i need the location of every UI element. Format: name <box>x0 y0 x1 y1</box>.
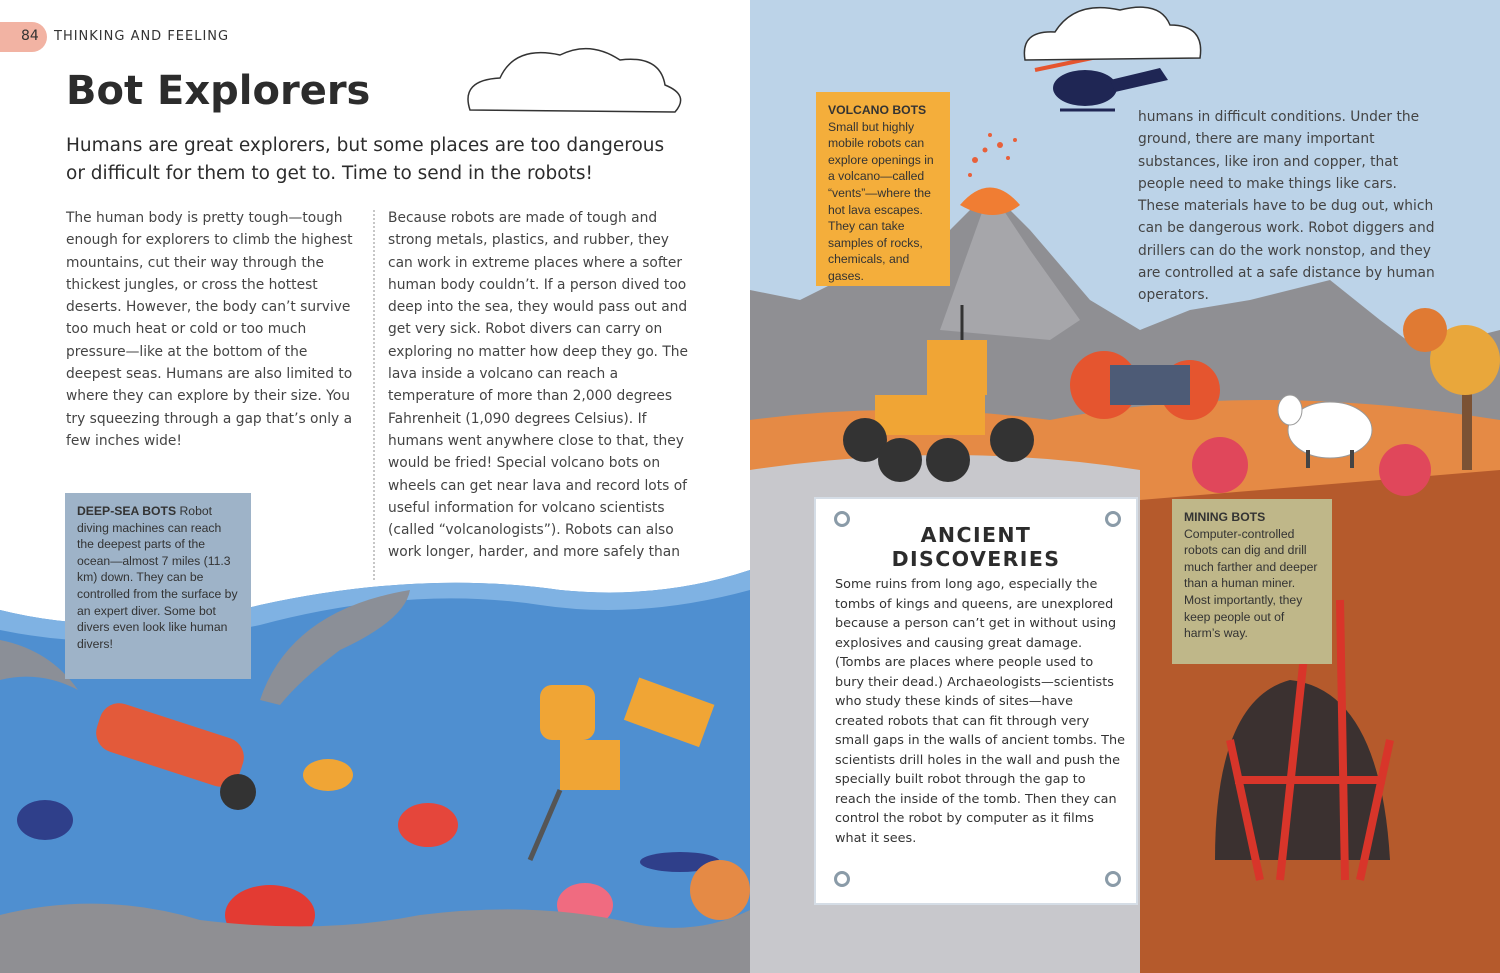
volcano-heading: VOLCANO BOTS <box>828 103 927 117</box>
rivet-icon <box>1105 871 1121 887</box>
column-divider <box>373 210 375 580</box>
deep-sea-text: Robot diving machines can reach the deepest parts of the ocean—almost 7 miles (11.3 km) down. They can be controlled from the surface by an expert diver. Some bot divers even look like human divers! <box>77 504 238 651</box>
mining-heading: MINING BOTS <box>1184 510 1266 524</box>
rivet-icon <box>834 871 850 887</box>
intro-text: Humans are great explorers, but some places are too dangerous or difficult for them to get to. Time to send in the robots! <box>66 135 665 184</box>
mining-text: Computer-controlled robots can dig and drill much farther and deeper than a human miner. Most importantly, they keep people out of harm’s way. <box>1184 526 1318 641</box>
section-label: THINKING AND FEELING <box>54 29 230 44</box>
ancient-text: Some ruins from long ago, especially the tombs of kings and queens, are unexplored because a person can’t get in without using explosives and causing great damage. (Tombs are places where people used to bury their dead.) Archaeologists—scientists who study these kinds of sites—have created robots that can fit through very small gaps in the walls of ancient tombs. The scientists drill holes in the wall and push the specially built robot through the gap to reach the inside of the tomb. Then they can control the robot by computer as it films what it sees. <box>835 577 1125 846</box>
body-column-3: humans in difficult conditions. Under the ground, there are many important substances, like iron and copper, that people need to make things like cars. These materials have to be dug out, which can be dangerous work. Robot diggers and drillers can do the work nonstop, and they are controlled at a safe distance by human operators. <box>1138 109 1435 304</box>
mining-bots-box <box>1172 499 1332 664</box>
ancient-title: ANCIENT DISCOVERIES <box>891 523 1061 571</box>
body-column-2: Because robots are made of tough and strong metals, plastics, and rubber, they can work in extreme places where a softer human body couldn’t. If a person dived too deep into the sea, they would pass out and get very sick. Robot divers can carry on exploring no matter how deep they go. The lava inside a volcano can reach a temperature of more than 2,000 degrees Fahrenheit (1,090 degrees Celsius). If humans went anywhere close to that, they would be fried! Special volcano bots on wheels can get near lava and record lots of useful information for volcano scientists (called “volcanologists”). Robots can also work longer, harder, and more safely than <box>388 210 688 561</box>
deep-sea-bots-box <box>65 493 251 679</box>
volcano-text: Small but highly mobile robots can explore openings in a volcano—called “vents”—where the hot lava escapes. They can take samples of rocks, chemicals, and gases. <box>828 119 934 283</box>
body-column-1: The human body is pretty tough—tough enough for explorers to climb the highest mountains, cut their way through the thickest jungles, or cross the hottest deserts. However, the body can’t survive too much heat or cold or too much pressure—like at the bottom of the deepest seas. Humans are also limited to where they can explore by their size. You try squeezing through a gap that’s only a few inches wide! <box>66 210 353 449</box>
volcano-bots-box <box>816 92 950 286</box>
page-title: Bot Explorers <box>66 68 371 114</box>
deep-sea-heading: DEEP-SEA BOTS <box>77 504 177 518</box>
page-number: 84 <box>21 28 39 44</box>
ancient-discoveries-panel <box>816 499 1136 903</box>
lava-spray <box>968 133 1017 177</box>
